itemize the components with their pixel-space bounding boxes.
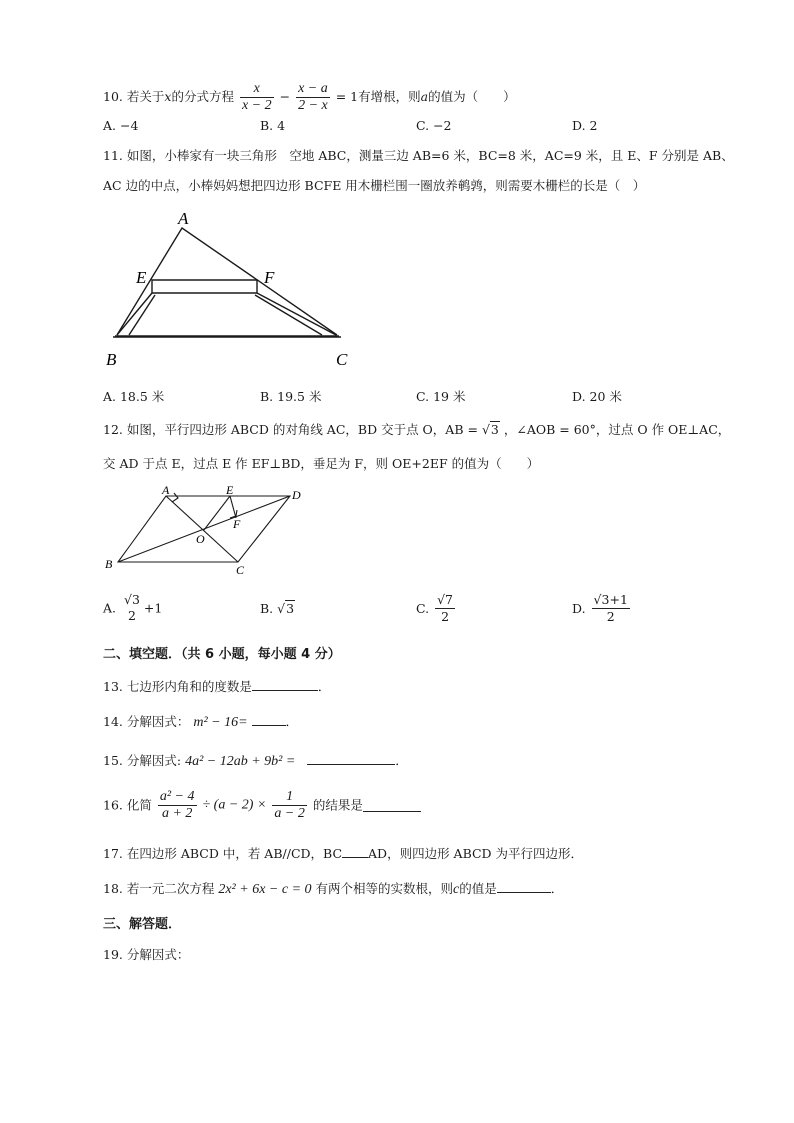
q16: 16. 化简 $\frac{\text{a² − 4}}{a + 2}$ ÷ (a − 2) × $\frac{1}{a - 2}$ 的结果是: [103, 790, 421, 821]
q11-option-c[interactable]: C. 19 米: [416, 389, 466, 404]
q11-option-a[interactable]: A. 18.5 米: [103, 389, 165, 404]
q12-option-d-fraction: $\frac{√3+1}{2}$: [593, 592, 628, 624]
q12-label-o: O: [196, 532, 205, 546]
q12-label-b: B: [105, 557, 113, 571]
q13-answer-blank[interactable]: [252, 678, 318, 691]
q12-label-e: E: [226, 483, 234, 497]
section-solve-heading: 三、解答题．: [103, 917, 182, 932]
q16-answer-blank[interactable]: [363, 799, 421, 812]
q11-option-b[interactable]: B. 19.5 米: [260, 389, 322, 404]
q12-option-b[interactable]: B. √3: [260, 601, 295, 616]
q12-option-c[interactable]: C. $\frac{√7}{2}$: [416, 592, 453, 624]
q17-answer-blank[interactable]: [342, 845, 368, 858]
q10-option-a[interactable]: A. −4: [103, 118, 139, 133]
q19: 19. 分解因式：: [103, 947, 190, 962]
q18: 18. 若一元二次方程 2x² + 6x − c = 0 有两个相等的实数根，则c的值是 ．: [103, 881, 564, 897]
q12-parallelogram-figure: [100, 482, 330, 577]
q15: 15. 分解因式: 4a² − 12ab + 9b² = ．: [103, 753, 408, 769]
q15-answer-blank[interactable]: [307, 752, 395, 765]
q12-option-a[interactable]: A. √3 2 +1: [103, 592, 163, 623]
q10-fraction-1: $\frac{x}{x - 2}$: [241, 81, 272, 113]
q10-option-c[interactable]: C. −2: [416, 118, 452, 133]
q18-answer-blank[interactable]: [497, 880, 551, 893]
q16-fraction-2: $\frac{1}{a - 2}$: [274, 789, 305, 821]
q11-label-c: C: [336, 350, 348, 369]
q17: 17. 在四边形 ABCD 中，若 AB//CD，BC AD，则四边形 ABCD 为平行四边形．: [103, 846, 584, 861]
q11-label-e: E: [136, 268, 147, 287]
q12-stem-line2: 交 AD 于点 E，过点 E 作 EF⊥BD，垂足为 F，则 OE+2EF 的值为（ ）: [103, 456, 540, 471]
q12-label-d: D: [292, 488, 301, 502]
q10-stem: 10. 若关于x的分式方程 $\frac{x}{x - 2}$ − $\frac{x - a}{2 - x}$ = 1有增根，则a的值为（ ）: [103, 81, 516, 113]
q10-fraction-2: $\frac{x - a}{2 - x}$: [298, 81, 328, 113]
q11-label-b: B: [106, 350, 117, 369]
q12-stem-line1: 12. 如图，平行四边形 ABCD 的对角线 AC，BD 交于点 O，AB = √3 ，∠AOB = 60°，过点 O 作 OE⊥AC，: [103, 422, 731, 437]
q16-fraction-1: $\frac{\text{a² − 4}}{a + 2}$: [159, 789, 195, 821]
q14-answer-blank[interactable]: [252, 713, 286, 726]
q12-label-c: C: [236, 563, 245, 577]
q13: 13. 七边形内角和的度数是 ．: [103, 679, 331, 694]
q11-option-d[interactable]: D. 20 米: [572, 389, 622, 404]
section-fill-in-heading: 二、填空题．（共 6 小题，每小题 4 分）: [103, 647, 341, 662]
q10-option-d[interactable]: D. 2: [572, 118, 598, 133]
q11-stem-line1: 11. 如图，小棒家有一块三角形 空地 ABC，测量三边 AB=6 米，BC=8 米，AC=9 米，且 E、F 分别是 AB、: [103, 148, 734, 163]
q12-option-d[interactable]: D. $\frac{√3+1}{2}$: [572, 592, 628, 624]
q12-label-f: F: [233, 517, 241, 531]
q11-triangle-figure: [100, 205, 370, 370]
q11-label-a: A: [178, 209, 189, 228]
q11-stem-line2: AC 边的中点，小棒妈妈想把四边形 BCFE 用木栅栏围一圈放养鹌鹑，则需要木栅栏的长是（ ）: [103, 178, 646, 193]
q14: 14. 分解因式： m² − 16= ．: [103, 714, 299, 730]
q12-label-a: A: [162, 483, 170, 497]
q12-sqrt: √3: [481, 422, 499, 437]
q12-option-a-fraction: √3 2: [124, 592, 140, 623]
q12-option-c-fraction: $\frac{√7}{2}$: [437, 592, 453, 624]
q10-option-b[interactable]: B. 4: [260, 118, 286, 133]
q12-option-b-sqrt: √3: [277, 601, 295, 616]
q11-label-f: F: [264, 268, 275, 287]
